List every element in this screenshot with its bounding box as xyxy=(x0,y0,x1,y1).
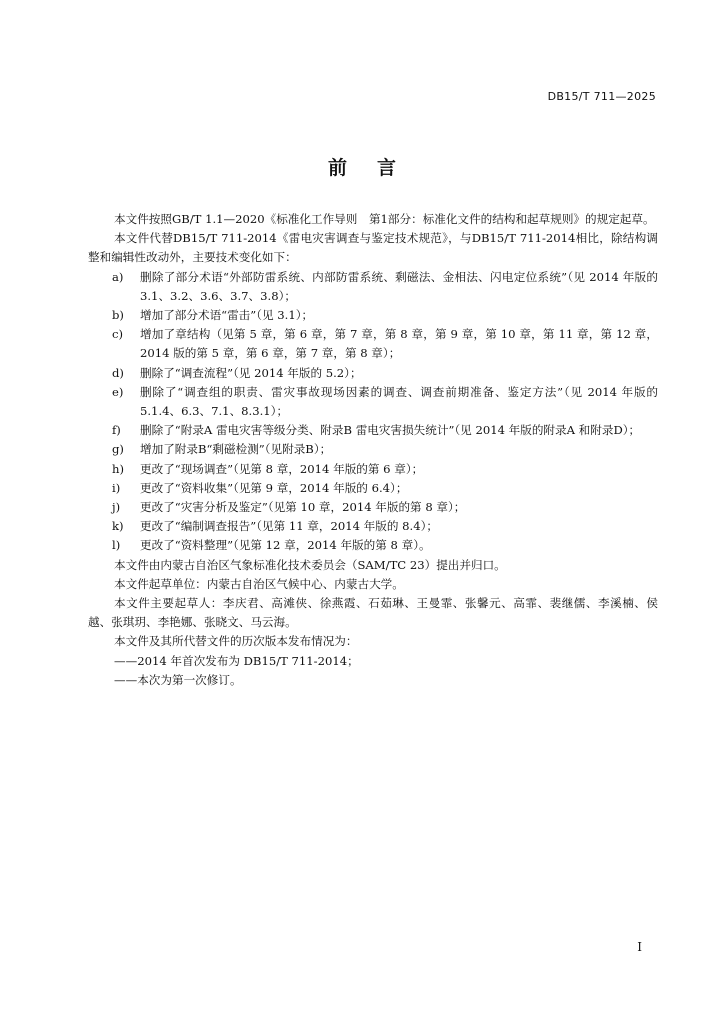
list-item-label: h) xyxy=(112,461,124,476)
page-title: 前言 xyxy=(327,157,426,179)
history-item: ——2014 年首次发布为 DB15/T 711-2014； xyxy=(114,653,359,668)
foreword-body xyxy=(88,210,658,690)
list-item-label: f) xyxy=(112,423,121,438)
list-item xyxy=(88,306,658,325)
list-item-text: 删除了“附录A 雷电灾害等级分类、附录B 雷电灾害损失统计”（见 2014 年版的附录A 和附录D）； xyxy=(140,423,641,438)
document-code: DB15/T 711—2025 xyxy=(547,90,656,103)
list-item xyxy=(88,325,658,363)
history-item: ——本次为第一次修订。 xyxy=(114,672,242,687)
changes-list xyxy=(88,268,658,556)
page-number: I xyxy=(637,940,642,954)
list-item-text: 增加了章结构（见第 5 章，第 6 章，第 7 章，第 8 章，第 9 章，第 10 章，第 11 章，第 12 章，2014 版的第 5 章，第 6 章，第 7 章，第 8 章）； xyxy=(140,327,658,361)
list-item-text: 删除了部分术语“外部防雷系统、内部防雷系统、剩磁法、金相法、闪电定位系统”（见 2014 年版的 3.1、3.2、3.6、3.7、3.8）； xyxy=(140,269,658,303)
list-item-label: i) xyxy=(112,480,121,495)
list-item xyxy=(88,364,658,383)
body-paragraph: 本文件及其所代替文件的历次版本发布情况为： xyxy=(114,634,358,649)
list-item-text: 增加了部分术语“雷击”（见 3.1）； xyxy=(140,308,314,323)
list-item-text: 更改了“现场调查”（见第 8 章，2014 年版的第 6 章）； xyxy=(140,461,424,476)
list-item-label: k) xyxy=(112,519,124,534)
list-item-text: 更改了“资料整理”（见第 12 章，2014 年版的第 8 章）。 xyxy=(140,538,431,553)
intro-paragraph: 本文件代替DB15/T 711-2014《雷电灾害调查与鉴定技术规范》，与DB15/T 711-2014相比，除结构调整和编辑性改动外，主要技术变化如下： xyxy=(88,231,658,265)
list-item-text: 更改了“编制调查报告”（见第 11 章，2014 年版的 8.4）； xyxy=(140,519,438,534)
list-item-text: 增加了附录B“剩磁检测”（见附录B）； xyxy=(140,442,332,457)
list-item-label: b) xyxy=(112,308,124,323)
list-item xyxy=(88,536,658,555)
list-item xyxy=(88,383,658,421)
list-item-label: g) xyxy=(112,442,124,457)
list-item-label: e) xyxy=(112,384,124,399)
list-item xyxy=(88,268,658,306)
list-item xyxy=(88,460,658,479)
list-item xyxy=(88,421,658,440)
list-item xyxy=(88,517,658,536)
list-item-label: j) xyxy=(112,500,121,515)
body-paragraph: 本文件由内蒙古自治区气象标准化技术委员会（SAM/TC 23）提出并归口。 xyxy=(114,557,506,572)
list-item xyxy=(88,498,658,517)
list-item-label: c) xyxy=(112,327,124,342)
body-paragraph: 本文件起草单位：内蒙古自治区气候中心、内蒙古大学。 xyxy=(114,576,404,591)
list-item-label: l) xyxy=(112,538,121,553)
body-paragraph: 本文件主要起草人：李庆君、高滩侠、徐燕霞、石茹琳、王曼霏、张馨元、高霏、裴继儒、李溪楠、侯越、张琪玥、李艳娜、张晓文、马云海。 xyxy=(88,596,658,630)
intro-paragraph: 本文件按照GB/T 1.1—2020《标准化工作导则 第1部分：标准化文件的结构和起草规则》的规定起草。 xyxy=(114,212,655,226)
list-item-text: 更改了“灾害分析及鉴定”（见第 10 章，2014 年版的第 8 章）； xyxy=(140,500,466,515)
list-item xyxy=(88,440,658,459)
list-item-label: a) xyxy=(112,269,124,284)
list-item xyxy=(88,479,658,498)
list-item-text: 更改了“资料收集”（见第 9 章，2014 年版的 6.4）； xyxy=(140,480,408,495)
list-item-text: 删除了“调查流程”（见 2014 年版的 5.2）； xyxy=(140,365,362,380)
list-item-text: 删除了“调查组的职责、雷灾事故现场因素的调查、调查前期准备、鉴定方法”（见 2014 年版的 5.1.4、6.3、7.1、8.3.1）； xyxy=(140,384,658,419)
list-item-label: d) xyxy=(112,365,124,380)
